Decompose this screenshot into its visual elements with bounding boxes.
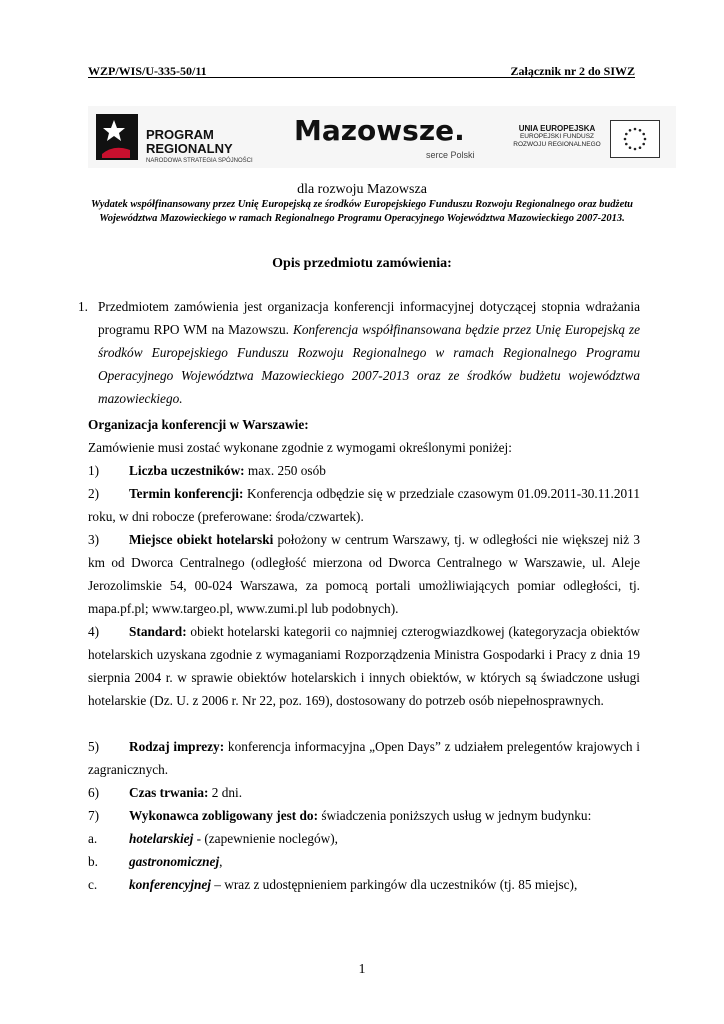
org-heading: Organizacja konferencji w Warszawie: xyxy=(88,417,309,432)
cofinancing-note: Wydatek współfinansowany przez Unię Europejską ze środków Europejskiego Funduszu Rozwoju Regionalnego oraz budżetu Województwa Mazowieckiego w ramach Regionalnego Programu Operacyjnego Województwa Mazowieckiego 2007-2013. xyxy=(90,199,634,224)
list-item xyxy=(88,804,640,827)
item-1-italic-text: Konferencja współfinansowana będzie przez Unię Europejską ze środków Europejskiego Funduszu Rozwoju Regionalnego w ramach Regionalnego Programu Operacyjnego Województwa Mazowieckiego 2007-2013 oraz ze środków budżetu województwa mazowieckiego. xyxy=(98,322,640,406)
list-number: 6) xyxy=(88,785,100,800)
page-number: 1 xyxy=(358,962,366,977)
list-label: Czas trwania: xyxy=(129,785,209,800)
sub-list-label: konferencyjnej xyxy=(129,877,211,892)
sub-list-item xyxy=(88,873,640,896)
list-number: 7) xyxy=(88,808,100,823)
item-1 xyxy=(78,295,640,410)
item-1-number: 1. xyxy=(78,299,88,314)
item-1-text: Przedmiotem zamówienia jest organizacja konferencji informacyjnej dotyczącej stopnia wdrażania programu RPO WM na Mazowszu. xyxy=(98,299,640,337)
list-label: Wykonawca zobligowany jest do: xyxy=(129,808,318,823)
sub-list-text: - (zapewnienie noclegów), xyxy=(193,831,339,846)
sub-list-letter: b. xyxy=(88,854,98,869)
eu-fund-line2: ROZWOJU REGIONALNEGO xyxy=(513,141,601,148)
list-item xyxy=(88,781,640,804)
list-item xyxy=(88,528,640,620)
list-item xyxy=(88,620,640,712)
list-text: Konferencja odbędzie się w przedziale czasowym 01.09.2011-30.11.2011 roku, w dni robocze (preferowane: środa/czwartek). xyxy=(88,486,640,524)
list-number: 3) xyxy=(88,532,100,547)
eu-logo xyxy=(508,120,668,160)
sub-list-letter: a. xyxy=(88,831,98,846)
document-reference: WZP/WIS/U-335-50/11 xyxy=(88,64,207,78)
requirements-intro: Zamówienie musi zostać wykonane zgodnie z wymogami określonymi poniżej: xyxy=(88,440,512,455)
list-text: obiekt hotelarski kategorii co najmniej czterogwiazdkowej (kategoryzacja obiektów hotelarskich uzyskana zgodnie z wymaganiami Rozporządzenia Ministra Gospodarki i Pracy z dnia 19 sierpnia 2004 r. w sprawie obiektów hotelarskich i innych obiektów, w których są świadczone usługi hotelarskie (Dz. U. z 2006 r. Nr 22, poz. 169), dostosowany do potrzeb osób niepełnosprawnych. xyxy=(88,624,640,708)
mazowsze-tagline: serce Polski xyxy=(426,150,475,160)
eu-title: UNIA EUROPEJSKA xyxy=(518,124,596,133)
sub-list-item xyxy=(88,827,640,850)
list-label: Miejsce obiekt hotelarski xyxy=(129,532,274,547)
list-number: 4) xyxy=(88,624,100,639)
list-number: 1) xyxy=(88,463,100,478)
sub-list-label: hotelarskiej xyxy=(129,831,194,846)
list-label: Rodzaj imprezy: xyxy=(129,739,225,754)
eu-flag-icon xyxy=(610,120,660,158)
mazowsze-logo xyxy=(294,114,494,164)
program-subtitle: NARODOWA STRATEGIA SPÓJNOŚCI xyxy=(146,158,253,164)
list-item xyxy=(88,735,640,781)
tagline: dla rozwoju Mazowsza xyxy=(297,182,427,197)
header-divider xyxy=(88,77,635,78)
list-text: konferencja informacyjna „Open Days” z udziałem prelegentów krajowych i zagranicznych. xyxy=(88,739,640,777)
sub-list-text: – wraz z udostępnieniem parkingów dla uczestników (tj. 85 miejsc), xyxy=(210,877,578,892)
attachment-label: Załącznik nr 2 do SIWZ xyxy=(510,64,635,78)
star-figure-icon xyxy=(94,110,140,164)
sub-list-item xyxy=(88,850,640,873)
sub-list-label: gastronomicznej xyxy=(129,854,220,869)
list-text: max. 250 osób xyxy=(244,463,326,478)
list-number: 5) xyxy=(88,739,100,754)
list-label: Standard: xyxy=(129,624,187,639)
sub-list-letter: c. xyxy=(88,877,98,892)
mazowsze-wordmark: Mazowsze. xyxy=(294,114,465,147)
program-regionalny-logo xyxy=(94,110,284,166)
list-label: Termin konferencji: xyxy=(129,486,244,501)
list-item xyxy=(88,459,640,482)
list-label: Liczba uczestników: xyxy=(129,463,245,478)
sub-list-text: , xyxy=(219,854,223,869)
list-item xyxy=(88,482,640,528)
page-title: Opis przedmiotu zamówienia: xyxy=(272,256,452,271)
list-text: 2 dni. xyxy=(208,785,243,800)
logo-strip xyxy=(88,106,676,168)
list-text: świadczenia poniższych usług w jednym budynku: xyxy=(318,808,592,823)
eu-fund-line1: EUROPEJSKI FUNDUSZ xyxy=(519,133,595,140)
list-text: położony w centrum Warszawy, tj. w odległości nie większej niż 3 km od Dworca Centralnego (odległość mierzona od Dworca Centralnego w Warszawie, ul. Aleje Jerozolimskie 54, 00-024 Warszawa, za pomocą portali umożliwiających pomiar odległości, tj. mapa.pf.pl; www.targeo.pl, www.zumi.pl lub podobnych). xyxy=(88,532,640,616)
program-line1: PROGRAM xyxy=(146,127,214,142)
list-number: 2) xyxy=(88,486,100,501)
program-line2: REGIONALNY xyxy=(146,141,233,156)
